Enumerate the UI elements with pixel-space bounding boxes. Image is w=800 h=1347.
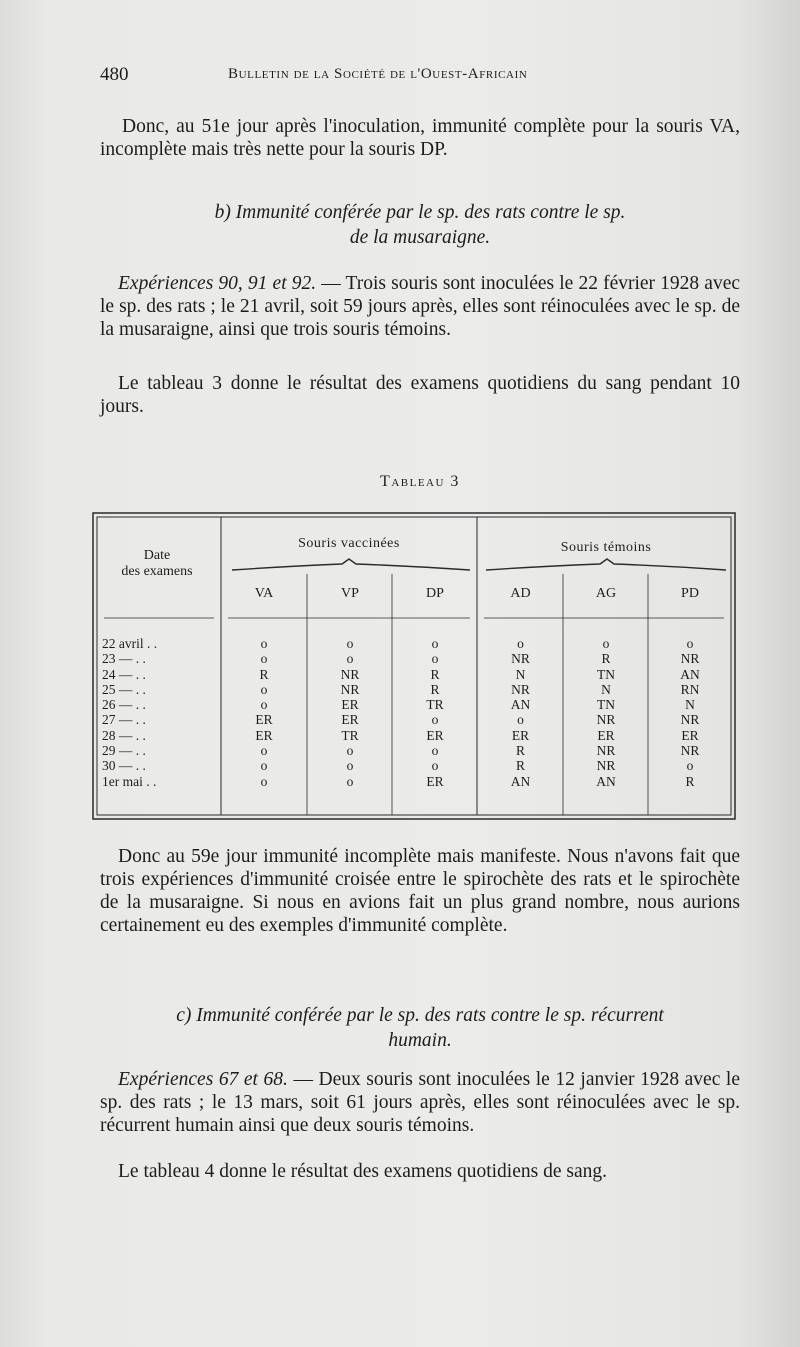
table-cell: NR [680,743,700,759]
section-b-line-2: de la musaraigne. [349,227,491,248]
table-cell: R [601,651,611,667]
page-number: 480 [100,64,129,85]
section-b-heading [100,200,740,250]
table-cell: TN [597,697,615,713]
running-title: Bulletin de la Société de l'Ouest-Africain [228,66,528,82]
date-cell: 22 avril . . [102,636,158,651]
table-cell: N [685,697,695,713]
column-ad [478,636,563,789]
paragraph-5-text: — Deux souris sont inoculées le 12 janvier 1928 avec le sp. des rats ; le 13 mars, soit 61 jours après, elles sont réinoculées avec le sp. récurrent humain ainsi que deux souris témoins. [100,1069,740,1136]
table-cell: NR [596,743,616,759]
column-dp [393,636,477,789]
vaccinated-group-header: Souris vaccinées [298,536,400,551]
column-va [222,636,306,789]
paragraph-2-text: — Trois souris sont inoculées le 22 février 1928 avec le sp. des rats ; le 21 avril, soit 59 jours après, elles sont réinoculées avec le sp. de la musaraigne, ainsi que trois souris témoins. [100,273,741,340]
col-header-dp: DP [426,586,444,601]
col-header-pd: PD [681,586,699,601]
paragraph-3: Le tableau 3 donne le résultat des examens quotidiens du sang pendant 10 jours. [100,373,740,417]
table-cell: o [686,636,694,651]
table-cell: ER [426,727,444,743]
table-cell: o [260,697,268,713]
table-cell: o [431,651,439,667]
table-cell: o [346,743,354,759]
date-cell: 29 — . . [102,743,146,759]
date-column-header [94,548,220,580]
date-cell: 25 — . . [102,681,146,697]
table-cell: R [515,758,525,774]
table-cell: NR [511,681,530,697]
section-c-line-1: c) Immunité conférée par le sp. des rats contre le sp. récurrent [176,1005,664,1026]
table-cell: o [346,773,354,789]
table-cell: o [431,636,439,651]
column-pd [649,636,731,789]
table-cell: o [346,758,354,774]
table-cell: ER [426,773,444,789]
table-cell: NR [340,666,360,682]
table-cell: o [260,758,268,774]
paragraph-4: Donc au 59e jour immunité incomplète mais manifeste. Nous n'avons fait que trois expériences d'immunité croisée entre le spirochète des rats et le spirochète de la musaraigne. Si nous en avions fait un plus grand nombre, nous aurions certainement eu des exemples d'immunité complète. [100,846,740,936]
section-b-line-1: b) Immunité conférée par le sp. des rats contre le sp. [214,202,626,223]
table-cell: N [515,666,526,682]
section-c-heading [100,1003,740,1053]
table-cell: o [260,773,268,789]
table-cell: AN [510,773,531,789]
table-cell: TN [597,666,615,682]
date-cell: 30 — . . [102,758,146,774]
table-cell: RN [680,681,700,697]
date-header-line-2: des examens [121,564,193,579]
table-cell: AN [680,666,700,682]
date-cell: 24 — . . [102,666,146,682]
paragraph-1: Donc, au 51e jour après l'inoculation, immunité complète pour la souris VA, incomplète mais très nette pour la souris DP. [100,116,740,160]
table-cell: NR [511,651,530,667]
table-cell: AN [510,697,531,713]
results-table [92,512,736,820]
experiment-label: Expériences 90, 91 et 92. [118,273,317,294]
col-header-ad: AD [510,586,531,601]
table-cell: TR [341,727,359,743]
date-cell: 28 — . . [102,727,146,743]
table-cell: NR [680,651,700,667]
table-cell: NR [680,712,700,728]
table-caption: Tableau 3 [380,473,460,490]
table-cell: o [431,712,439,728]
table-cell: R [430,666,440,682]
date-cell: 26 — . . [102,697,146,713]
date-column [102,636,220,789]
section-c-line-2: humain. [388,1030,452,1051]
table-cell: o [431,758,439,774]
column-vp [308,636,392,789]
table-cell: o [346,636,354,651]
table-cell: o [260,743,268,759]
table-cell: ER [597,727,615,743]
table-cell: o [260,681,268,697]
date-header-line-1: Date [143,548,171,563]
table-cell: NR [596,712,616,728]
col-header-ag: AG [595,586,617,601]
table-cell: o [260,651,268,667]
table-cell: NR [596,758,616,774]
table-cell: ER [341,697,359,713]
table-cell: ER [511,727,530,743]
table-cell: ER [255,712,273,728]
table-cell: o [686,758,694,774]
table-cell: AN [596,773,616,789]
page-header [100,64,740,94]
table-cell: R [685,773,695,789]
paragraph-6: Le tableau 4 donne le résultat des examens quotidiens de sang. [118,1161,607,1182]
column-ag [564,636,648,789]
date-cell: 1er mai . . [102,773,157,789]
controls-group-header: Souris témoins [560,540,652,555]
table-cell: TR [426,697,444,713]
experiment-label: Expériences 67 et 68. [118,1069,288,1090]
table-cell: o [431,743,439,759]
paragraph-2 [100,272,740,341]
table-cell: ER [341,712,359,728]
table-cell: o [602,636,610,651]
table-cell: R [515,743,525,759]
table-cell: R [259,666,269,682]
table-cell: N [601,681,611,697]
col-header-vp: VP [341,586,359,601]
table-cell: NR [340,681,360,697]
col-header-va: VA [254,586,274,601]
table-cell: o [517,636,524,651]
table-cell: R [430,681,440,697]
table-cell: ER [681,727,699,743]
table-cell: o [260,636,268,651]
table-cell: ER [255,727,273,743]
date-cell: 27 — . . [102,712,146,728]
paragraph-5 [100,1068,740,1137]
table-cell: o [517,712,524,728]
table-cell: o [346,651,354,667]
date-cell: 23 — . . [102,651,146,667]
